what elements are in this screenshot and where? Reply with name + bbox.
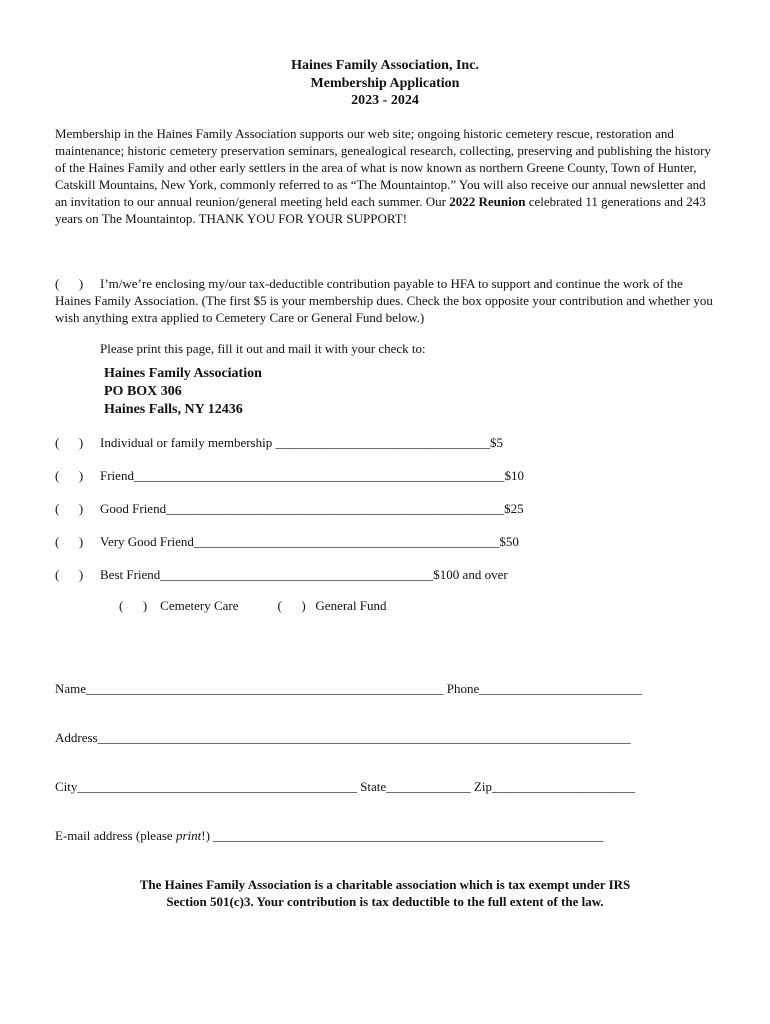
level-checkbox[interactable]: ( ) [55, 534, 84, 549]
name-phone-field[interactable]: Name_______________________________________________________ Phone_________________________ [55, 681, 642, 696]
level-checkbox[interactable]: ( ) [55, 468, 84, 483]
fund-options [119, 598, 387, 614]
cemetery-care-label: Cemetery Care [160, 598, 239, 613]
mail-instruction: Please print this page, fill it out and mail it with your check to: [100, 341, 426, 356]
level-label: Very Good Friend_______________________________________________$50 [100, 534, 519, 549]
footer-line-2: Section 501(c)3. Your contribution is tax deductible to the full extent of the law. [166, 894, 604, 909]
level-label: Friend_________________________________________________________$10 [100, 468, 524, 483]
email-label-italic: print [175, 828, 202, 843]
level-individual [55, 435, 503, 451]
level-label: Good Friend____________________________________________________$25 [100, 501, 524, 516]
contribution-text: I’m/we’re enclosing my/our tax-deductible contribution payable to HFA to support and continue the work of the Haines Family Association. (The first $5 is your membership dues. Check the box opposite your contribution and whether you wish anything extra applied to Cemetery Care or General Fund below.) [55, 276, 713, 325]
general-fund-label: General Fund [315, 598, 387, 613]
page-header [0, 57, 770, 110]
email-field[interactable] [55, 828, 603, 844]
intro-paragraph [55, 125, 720, 227]
level-friend [55, 468, 524, 484]
address-box: PO BOX 306 [104, 384, 182, 399]
email-label-suffix: !) ____________________________________________________________ [201, 828, 604, 843]
tax-exempt-footer [0, 876, 770, 910]
mailing-address [104, 365, 262, 419]
level-very-good-friend [55, 534, 519, 550]
address-city: Haines Falls, NY 12436 [104, 402, 243, 417]
intro-text-1: Membership in the Haines Family Association supports our web site; ongoing historic cemetery rescue, restoration and maintenance; historic cemetery preservation seminars, genealogical research, collecting, preserving and publishing the history of the Haines Family and other early settlers in the area of what is now known as northern Greene County, Town of Hunter, Catskill Mountains, New York, commonly referred to as “The Mountaintop.” You will also receive our annual newsletter and an invitation to our annual reunion/general meeting held each summer. Our [55, 126, 711, 209]
contribution-checkbox[interactable]: ( ) [55, 276, 84, 291]
level-label: Individual or family membership _________________________________$5 [100, 435, 503, 450]
form-title: Membership Application [310, 75, 460, 91]
level-checkbox[interactable]: ( ) [55, 435, 84, 450]
general-fund-checkbox[interactable]: ( ) [277, 598, 306, 613]
city-state-zip-field[interactable]: City___________________________________________ State_____________ Zip______________________ [55, 779, 635, 794]
cemetery-checkbox[interactable]: ( ) [119, 598, 148, 613]
address-field[interactable]: Address__________________________________________________________________________________ [55, 730, 631, 745]
contribution-paragraph [55, 275, 720, 326]
address-name: Haines Family Association [104, 366, 262, 381]
intro-text-2: celebrated 11 generations and 243 years on The Mountaintop. THANK YOU FOR YOUR SUPPORT! [55, 194, 706, 226]
membership-years: 2023 - 2024 [351, 93, 419, 108]
level-checkbox[interactable]: ( ) [55, 501, 84, 516]
intro-bold-reunion: 2022 Reunion [449, 194, 526, 209]
footer-line-1: The Haines Family Association is a charitable association which is tax exempt under IRS [139, 877, 631, 892]
level-best-friend [55, 567, 508, 583]
level-label: Best Friend__________________________________________$100 and over [100, 567, 508, 582]
level-good-friend [55, 501, 524, 517]
org-name: Haines Family Association, Inc. [291, 58, 479, 73]
email-label-prefix: E-mail address (please [55, 828, 176, 843]
level-checkbox[interactable]: ( ) [55, 567, 84, 582]
